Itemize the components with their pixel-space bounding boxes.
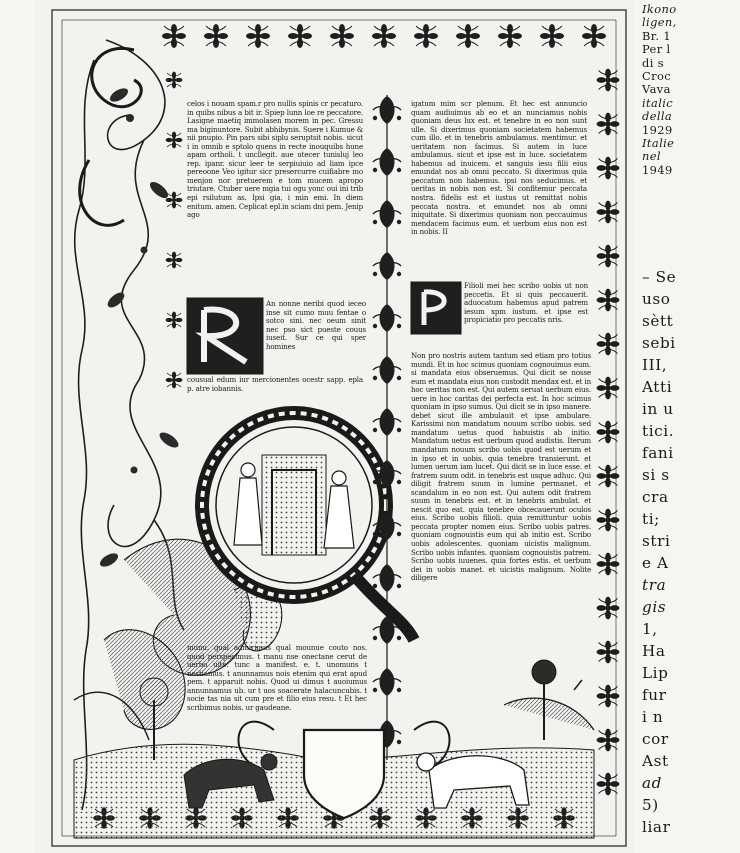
footnote-line: Vava (642, 82, 671, 97)
commentary-line: si s (642, 466, 670, 484)
commentary-line: ti; (642, 510, 660, 528)
border-fleuron (597, 685, 620, 708)
commentary-line: cor (642, 730, 669, 748)
commentary-line: in u (642, 400, 674, 418)
center-ornament (373, 148, 401, 176)
border-fleuron (597, 201, 620, 224)
commentary-line: cra (642, 488, 669, 506)
center-ornament (373, 252, 401, 280)
center-ornament (373, 408, 401, 436)
commentary-line: Atti (642, 378, 673, 396)
border-fleuron (166, 252, 183, 269)
commentary-line: liar (642, 818, 671, 836)
commentary-line: i n (642, 708, 664, 726)
border-fleuron (597, 465, 620, 488)
commentary-line: ad (642, 774, 662, 792)
center-ornament (373, 304, 401, 332)
commentary-line: e A (642, 554, 669, 572)
commentary-line: 1, (642, 620, 658, 638)
commentary-line: sètt (642, 312, 674, 330)
border-fleuron (414, 24, 438, 48)
text-column-left-caption: cousual edum iur mercionentes ocestr sapp. epla p. atre iobannis. (187, 376, 363, 393)
margin-commentary (642, 0, 740, 853)
commentary-line: – Se (642, 268, 677, 286)
border-fleuron (597, 729, 620, 752)
footnote-line: 1949 (642, 162, 673, 177)
border-fleuron (597, 773, 620, 796)
footnote-line: nel (642, 149, 661, 164)
border-fleuron (288, 24, 312, 48)
footnote-line: Italie (642, 136, 675, 150)
commentary-line: 5) (642, 796, 659, 814)
footnote-line: italic (642, 95, 674, 110)
border-fleuron (456, 24, 480, 48)
commentary-line: Lip (642, 664, 669, 682)
footnote-line: ligen, (642, 15, 677, 30)
footnote-line: 1929 (642, 122, 673, 137)
commentary-line: sebi (642, 334, 676, 352)
commentary-line: uso (642, 290, 671, 308)
border-fleuron (204, 24, 228, 48)
text-column-left-top: celos i nouam spam.r pro nullis spinis cr pecaturo. in quibs nibus a bit ir. Spiep lunn loe re peccatore. Lasigne maetiq immolasen morem in pec. Gressu ma biginuntore. Subit abhibynis. Suere i Kumue & nii pnupio. Pin pars sibi siplu seruptsit nobis. sicut i in omnib e sptolo quens in recte inouquibs hune apam ortholi. t uncllegit. aue utecer tunisluj leo rep. ipanr. sicur leer te serpiuiuio ad liam ipce pereoone Veo igitur sicr presercurre cuifiabre mo menjon nor pretuerem e tom mucem apropo triutare. Ctuber uere mgia tui ogu yonc oui ini trib epi rsilutum as. Ipsi gia, i min emi. In diem enitum. amen. Ceplicat epl.in sciam dni pem. Jenip ago (187, 100, 363, 220)
footnote-line: della (642, 109, 673, 124)
border-fleuron (597, 289, 620, 312)
footnote-line: Croc (642, 69, 671, 83)
manuscript-plate (34, 0, 634, 853)
border-fleuron (372, 24, 396, 48)
text-column-right-bottom: Non pro nostris autem tantum sed etiam pro totius mundi. Et in hoc scimus quoniam cognouimus eum. si mandata eius obseruemus. Qui dicit se nosse eum et mandata eius non custodit mendax est. et in hoc ueritas non est. Qui autem seruat uerbum eius. uere in hoc caritas dei perfecta est. In hoc scimus quoniam in ipso sumus. Qui dicit se in ipso manere. debet sicut ille ambulauit et ipse ambulare. Karissimi non mandatum nouum scribo uobis. sed mandatum uetus quod habuistis ab initio. Mandatum uetus est uerbum quod audistis. Iterum mandatum nouum scribo uobis quod est uerum et in ipso et in uobis. quia tenebre transierunt. et lumen uerum iam lucet. Qui dicit se in luce esse. et fratrem suum odit. in tenebris est usque adhuc. Qui diligit fratrem suum in lumine permanet. et scandalum in eo non est. Qui autem odit fratrem suum in tenebris est. et in tenebris ambulat. et nescit quo eat. quia tenebre obcecauerunt oculos eius. Scribo uobis filioli. quia remittuntur uobis peccata propter nomen eius. Scribo uobis patres. quoniam cognouistis eum qui ab initio est. Scribo uobis adolescentes. quoniam uicistis malignum. Scribo uobis infantes. quoniam cognouistis patrem. Scribo uobis iuuenes. quia fortes estis. et uerbum dei in uobis manet. et uicistis malignum. Nolite diligere (411, 352, 591, 583)
center-ornament (373, 96, 401, 124)
border-fleuron (597, 113, 620, 136)
border-fleuron (166, 72, 183, 89)
center-ornament (373, 356, 401, 384)
footnote-line: Per l (642, 42, 671, 57)
commentary-line: fur (642, 686, 667, 704)
text-column-right-top: igatum mim scr plenum. Et hec est annuncio quam audiuimus ab eo et an nunciamus nobis quoniam deus lux est. et tenebre in eo non sunt ulle. Si dixerimus quoniam societatem habemus cum illo. et in tenebris ambulamus. mentimur. et ueritatem non facimus. Si autem in luce ambulamus. sicut et ipse est in luce. societatem habemus ad inuicem. et sanguis iesu filii eius emundat nos ab omni peccato. Si dixerimus quia peccatum non habemus. ipsi nos seducimus. et ueritas in nobis non est. Si confitemur peccata nostra. fidelis est et iustus ut remittat nobis peccata nostra. et emundet nos ab omni iniquitate. Si dixerimus quoniam non peccauimus mendacem facimus eum. et uerbum eius non est in nobis. II (411, 100, 587, 237)
border-fleuron (597, 509, 620, 532)
border-fleuron (597, 641, 620, 664)
commentary-line: Ha (642, 642, 666, 660)
text-column-left-bottom: munu. qual admirimus qual mounue couto nos. quod perspecimus. t manu nse onectane cerut de uerbo uite. tunc a manifest. e. t. unomuns t nestiamus. t anunnamus nois etenim qui erat apud pem. t apparuit nobis. Quod ui dimus t auoiumus annunnamus ub. ur t uos soacerate halacuncubis. t socie tas nia sit cum pre et filio eius resu. t Et hec scribimus nobis. ur gaudeane. (187, 644, 367, 712)
border-fleuron (540, 24, 564, 48)
center-ornament (373, 564, 401, 592)
commentary-line: fani (642, 444, 674, 462)
commentary-line: gis (642, 598, 667, 616)
center-ornament (373, 668, 401, 696)
border-fleuron (597, 245, 620, 268)
text-column-right-caption: Filioli mei hec scribo uobis ut non peccetis. Et si quis peccauerit. aduocatum habemus apud patrem iesum xpm iustum. et ipse est propiciatio pro peccatis nris. (464, 282, 588, 325)
border-fleuron (597, 421, 620, 444)
border-fleuron (166, 132, 183, 149)
commentary-line: Ast (642, 752, 669, 770)
border-fleuron (166, 192, 183, 209)
left-vine-leaves (98, 86, 181, 570)
commentary-line: stri (642, 532, 671, 550)
border-fleuron (162, 24, 186, 48)
border-fleuron (330, 24, 354, 48)
initial-r (187, 298, 263, 374)
border-fleuron (498, 24, 522, 48)
footnote-line: Br. 1 (642, 28, 672, 43)
commentary-line: tra (642, 576, 667, 594)
border-fleuron (597, 553, 620, 576)
footnote-line: di s (642, 55, 665, 70)
border-fleuron (597, 157, 620, 180)
border-fleuron (597, 597, 620, 620)
footnote-line: Ikono (642, 2, 677, 16)
border-fleuron (166, 372, 183, 389)
border-fleuron (582, 24, 606, 48)
commentary-line: tici. (642, 422, 675, 440)
commentary-line: III, (642, 356, 668, 374)
text-column-left-mid: An nonne neribi quod ieceo inse sit cumo muu fentae o sotco sini. nec oeum sinit nec pso sict pueste couus iuseit. Sur ce qui sper homines (266, 300, 366, 351)
border-fleuron (597, 333, 620, 356)
border-fleuron (246, 24, 270, 48)
border-fleuron (597, 69, 620, 92)
border-fleuron (166, 312, 183, 329)
border-fleuron (597, 377, 620, 400)
center-ornament (373, 200, 401, 228)
